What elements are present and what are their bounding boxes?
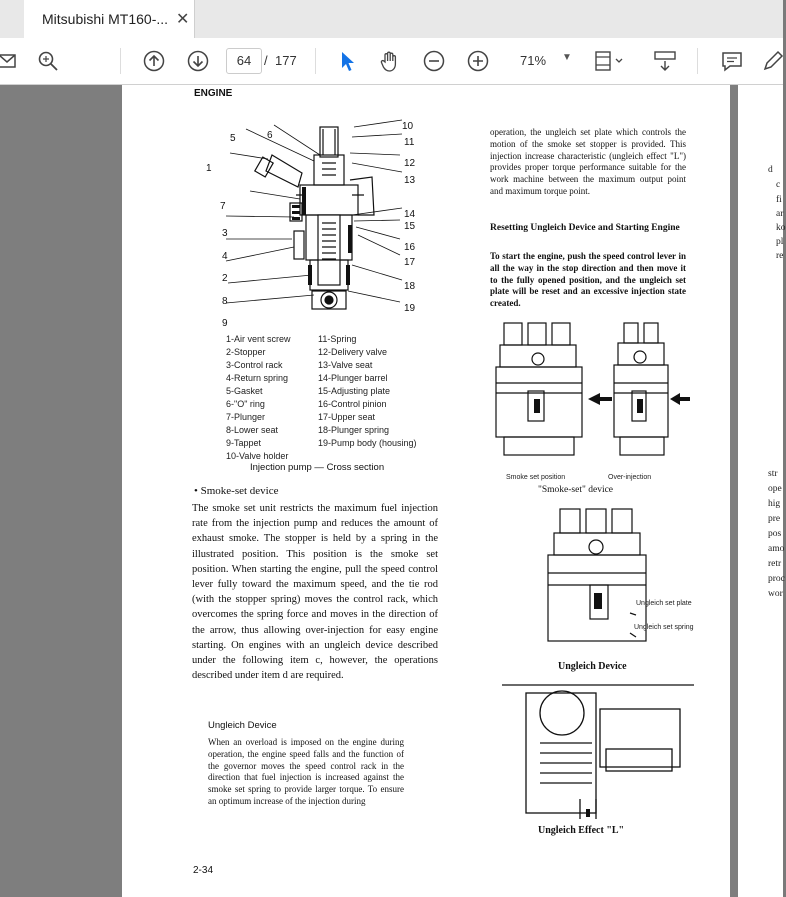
tab-bar [0,0,783,39]
text-fragment: hig [768,499,781,509]
page-header: ENGINE [194,88,233,99]
figure-label: Over-injection [608,474,652,481]
callout-label: 3 [222,228,228,239]
callout-label: 19 [404,303,416,314]
zoom-value: 71% [520,53,547,68]
legend-item: 13-Valve seat [318,360,373,370]
body-paragraph: When an overload is imposed on the engine during operation, the engine speed falls and the function of the governor moves the speed control rack in the direction that fuel injection is increased against the smoke set spring to provide larger torque. To ensure an optimum increase of the injection during [208,737,404,806]
hand-tool-icon[interactable] [379,50,401,72]
legend-item: 9-Tappet [226,438,262,448]
scroll-mode-icon[interactable] [654,50,676,72]
figure-label: Ungleich set spring [634,624,694,631]
text-fragment: amo [768,544,785,554]
figure-caption: Injection pump — Cross section [250,462,385,473]
text-fragment: fi [776,195,782,205]
figure-caption: Ungleich Effect "L" [538,825,625,836]
text-fragment: pl [776,237,784,247]
section-heading: Resetting Ungleich Device and Starting Engine [490,223,680,233]
legend-item: 18-Plunger spring [318,425,390,435]
figure-caption: Ungleich Device [558,661,627,672]
callout-label: 11 [404,137,415,148]
page-total: 177 [275,53,297,68]
legend-left [226,333,321,463]
zoom-in-icon[interactable] [467,50,489,72]
text-fragment: proc [768,574,785,584]
legend-item: 15-Adjusting plate [318,386,391,396]
text-fragment: re [776,251,784,261]
callout-label: 7 [220,201,226,212]
text-fragment: pos [768,529,782,539]
pen-icon[interactable] [762,50,784,72]
body-paragraph: operation, the ungleich set plate which controls the motion of the smoke set stopper is provided. This injection increase characteristic (ungleich effect "L") provides proper torque performance suitable for the work machine between the maximum output point and maximum torque point. [490,127,686,196]
search-icon[interactable] [37,50,59,72]
text-fragment: ope [768,484,782,494]
pdf-page [122,85,730,897]
email-icon[interactable] [0,50,18,72]
subheading: Ungleich Device [208,720,277,731]
legend-item: 16-Control pinion [318,399,387,409]
section-bullet: • Smoke-set device [194,485,279,497]
legend-right [318,333,438,450]
text-fragment: ar [776,209,784,219]
toolbar-divider [315,48,316,74]
legend-item: 1-Air vent screw [226,334,291,344]
callout-label: 10 [402,121,414,132]
previous-page-icon[interactable] [143,50,165,72]
text-fragment: d [768,165,773,175]
figure-label: Smoke set position [506,474,566,481]
select-tool-icon[interactable] [336,50,358,72]
text-fragment: ko [776,223,786,233]
callout-label: 4 [222,251,228,262]
legend-item: 7-Plunger [226,412,266,422]
callout-label: 16 [404,242,416,253]
figure-label: Ungleich set plate [636,600,692,607]
body-paragraph: To start the engine, push the speed control lever in all the way in the stop direction and then move it to the fully opened position, and the ungleich set plate will be reset and an excessive injection state created. [490,251,686,309]
ungleich-effect-illustration [500,679,696,824]
legend-item: 10-Valve holder [226,451,289,461]
chevron-down-icon: ▼ [562,52,572,63]
toolbar-divider [697,48,698,74]
toolbar-divider [120,48,121,74]
text-fragment: c [776,180,781,190]
text-fragment: wor [768,589,783,599]
injection-pump-diagram [202,115,432,333]
callout-label: 6 [267,130,273,141]
legend-item: 8-Lower seat [226,425,279,435]
legend-item: 2-Stopper [226,347,266,357]
callout-label: 2 [222,273,228,284]
legend-item: 6-"O" ring [226,399,265,409]
page-separator: / [264,53,268,68]
page-number-input[interactable]: 64 [226,48,262,74]
ungleich-device-illustration [530,501,700,661]
text-fragment: pre [768,514,781,524]
callout-label: 9 [222,318,228,329]
text-fragment: str [768,469,778,479]
zoom-out-icon[interactable] [423,50,445,72]
legend-item: 5-Gasket [226,386,263,396]
page-number: 2-34 [193,865,214,876]
tab-title: Mitsubishi MT160-... [42,11,169,27]
next-page-icon[interactable] [187,50,209,72]
page-fit-icon[interactable] [598,50,620,72]
legend-item: 12-Delivery valve [318,347,388,357]
text-fragment: retr [768,559,782,569]
legend-item: 19-Pump body (housing) [318,438,417,448]
comment-icon[interactable] [721,50,743,72]
close-tab-button[interactable]: ✕ [176,11,190,28]
zoom-select[interactable] [508,48,578,72]
document-viewer[interactable] [0,85,786,897]
smoke-set-device-illustration [484,315,694,475]
callout-label: 8 [222,296,228,307]
figure-caption: "Smoke-set" device [538,485,614,495]
legend-item: 11-Spring [318,334,357,344]
body-paragraph: The smoke set unit restricts the maximum fuel injection rate from the injection pump and reduces the amount of exhaust smoke. The stopper is held by a spring in the illustrated position. This position is the smoke set position. When starting the engine, pull the speed control lever fully toward the maximum speed, and the tie rod (with the stopper spring) moves the control rack, which overcomes the spring force and moves in the direction of the arrow, thus allowing over-injection for easy engine starting. On engines with an ungleich device described under the following item c, however, the operations described under item d are required. [192,503,438,682]
next-pdf-page [738,85,786,897]
callout-label: 17 [404,257,416,268]
toolbar [0,38,783,85]
callout-label: 14 [404,209,416,220]
legend-item: 17-Upper seat [318,412,376,422]
callout-label: 15 [404,221,416,232]
legend-item: 4-Return spring [226,373,289,383]
callout-label: 1 [206,163,212,174]
callout-label: 18 [404,281,416,292]
document-tab[interactable] [24,0,195,38]
callout-label: 12 [404,158,416,169]
callout-label: 5 [230,133,236,144]
legend-item: 3-Control rack [226,360,283,370]
callout-label: 13 [404,175,416,186]
legend-item: 14-Plunger barrel [318,373,388,383]
